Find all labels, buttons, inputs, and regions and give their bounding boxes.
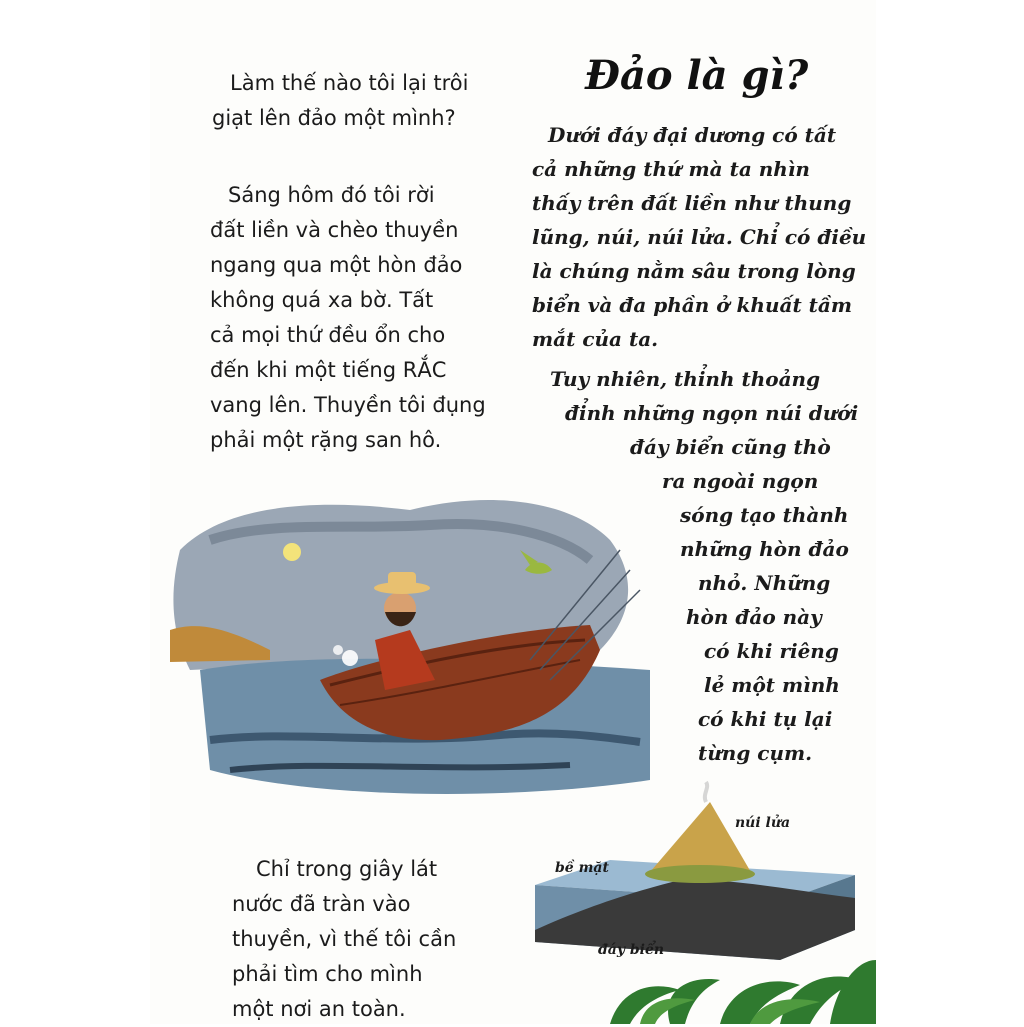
text-line: Tuy nhiên, thỉnh thoảng xyxy=(550,367,821,391)
text-line: đỉnh những ngọn núi dưới xyxy=(565,401,859,425)
text-line: thấy trên đất liền như thung xyxy=(532,191,852,215)
moon xyxy=(283,543,301,561)
text-line: Chỉ trong giây lát xyxy=(256,857,438,881)
text-line: phải tìm cho mình xyxy=(232,962,423,986)
text-line: những hòn đảo xyxy=(680,537,849,561)
text-line: biển và đa phần ở khuất tầm xyxy=(532,293,853,317)
text-line: đáy biển cũng thò xyxy=(630,435,831,459)
palm-trees xyxy=(600,950,876,1024)
text-line: phải một rặng san hô. xyxy=(210,428,442,452)
text-line: Làm thế nào tôi lại trôi xyxy=(230,71,469,95)
text-line: vang lên. Thuyền tôi đụng xyxy=(210,393,486,417)
text-line: một nơi an toàn. xyxy=(232,997,406,1021)
text-line: không quá xa bờ. Tất xyxy=(210,288,434,312)
text-line: có khi riêng xyxy=(704,639,839,663)
text-line: lẻ một mình xyxy=(704,673,840,697)
text-line: là chúng nằm sâu trong lòng xyxy=(532,259,856,283)
label-surface: bề mặt xyxy=(555,860,609,876)
text-line: có khi tụ lại xyxy=(698,707,833,731)
definition-paragraph xyxy=(532,118,867,356)
text-line: nhỏ. Những xyxy=(698,571,831,595)
text-line: cả mọi thứ đều ổn cho xyxy=(210,323,446,347)
intro-question xyxy=(212,66,469,136)
text-line: lũng, núi, núi lửa. Chỉ có điều xyxy=(532,225,867,249)
shipwreck-illustration xyxy=(170,480,660,810)
text-line: sóng tạo thành xyxy=(680,503,849,527)
bottom-paragraph xyxy=(232,852,456,1027)
text-line: từng cụm. xyxy=(698,741,813,765)
text-line: Sáng hôm đó tôi rời xyxy=(228,183,435,207)
text-line: cả những thứ mà ta nhìn xyxy=(532,157,810,181)
text-line: mắt của ta. xyxy=(532,327,659,351)
text-line: ngang qua một hòn đảo xyxy=(210,253,463,277)
label-volcano: núi lửa xyxy=(735,815,791,831)
smoke xyxy=(705,782,707,802)
label-seabed: đáy biển xyxy=(598,942,665,958)
text-line: nước đã tràn vào xyxy=(232,892,411,916)
text-line: Dưới đáy đại dương có tất xyxy=(548,123,837,147)
text-line: hòn đảo này xyxy=(686,605,822,629)
text-line: thuyền, vì thế tôi cần xyxy=(232,927,457,951)
text-line: giạt lên đảo một mình? xyxy=(212,106,456,130)
volcano xyxy=(650,802,752,874)
text-line: đến khi một tiếng RẮC xyxy=(210,358,447,382)
text-line: đất liền và chèo thuyền xyxy=(210,218,459,242)
page-title: Đảo là gì? xyxy=(585,52,809,99)
text-line: ra ngoài ngọn xyxy=(662,469,819,493)
